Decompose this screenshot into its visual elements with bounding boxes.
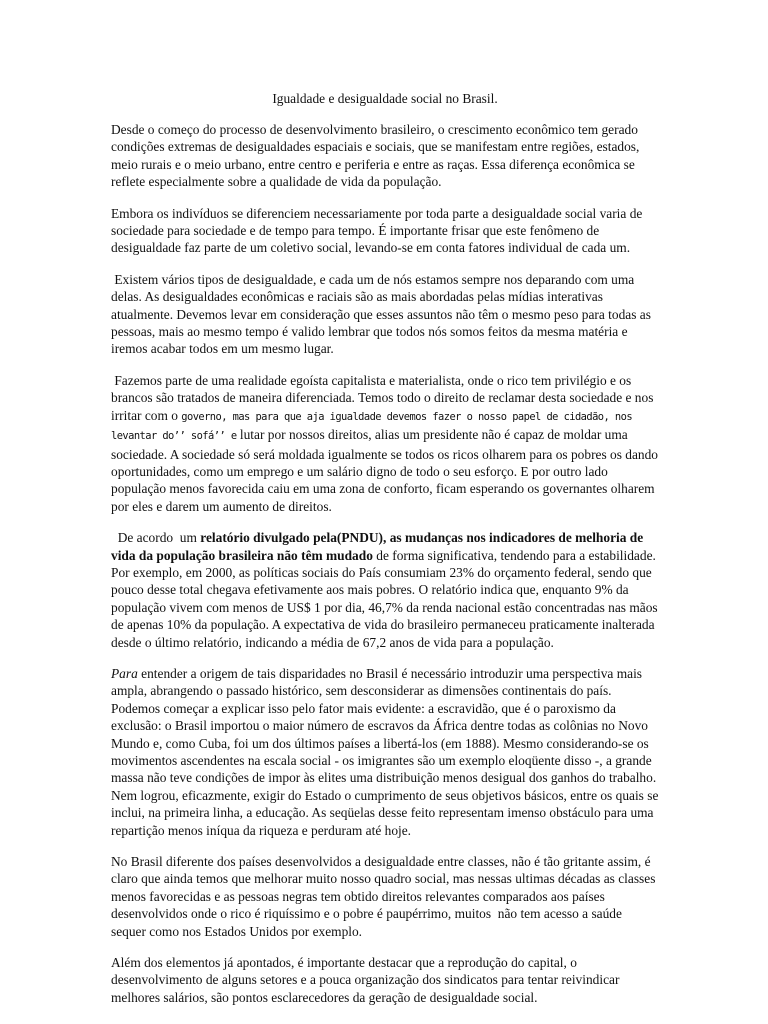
paragraph-4-monospace-run: governo, mas para que aja igualdade devemos fazer o nosso papel de cidadão, nos levantar do’’ sofá’’ e	[111, 410, 638, 443]
paragraph-5-text-end: de forma significativa, tendendo para a estabilidade. Por exemplo, em 2000, as políticas sociais do País consumiam 23% do orçamento federal, sendo que pouco desse total chegava efetivamente aos mais pobres. O relatório indica que, enquanto 9% da população vivem com menos de US$ 1 por dia, 46,7% da renda nacional estão concentradas nas mãos de apenas 10% da população. A expectativa de vida do brasileiro permaneceu praticamente inalterada desde o último relatório, indicando a média de 67,2 anos de vida para a população.	[111, 547, 661, 650]
paragraph-5-bold-run: relatório divulgado pela(PNDU), as mudanças nos indicadores de melhoria de vida da população brasileira não têm mudado	[111, 530, 647, 563]
paragraph-7: No Brasil diferente dos países desenvolvidos a desigualdade entre classes, não é tão gritante assim, é claro que ainda temos que melhorar muito nosso quadro social, mas nessas ultimas décadas as classes menos favorecidas e as pessoas negras tem obtido direitos relevantes comparados aos países desenvolvidos onde o rico é riquíssimo e o pobre é paupérrimo, muitos não tem acesso a saúde sequer como nos Estados Unidos por exemplo.	[111, 854, 659, 939]
paragraph-3-text: Existem vários tipos de desigualdade, e cada um de nós estamos sempre nos deparando com uma delas. As desigualdades econômicas e raciais são as mais abordadas pelas mídias interativas atualmente. Devemos levar em consideração que esses assuntos não têm o mesmo peso para todas as pessoas, mais ao mesmo tempo é valido lembrar que todos nós somos feitos da mesma matéria e iremos acabar todos em um mesmo lugar.	[111, 271, 655, 357]
paragraph-6	[111, 665, 659, 839]
paragraph-5	[111, 529, 659, 651]
paragraph-4-text-start: Fazemos parte de uma realidade egoísta capitalista e materialista, onde o rico tem privilégio e os brancos são tratados de maneira diferenciada. Temos todo o direito de reclamar desta sociedade e nos irritar com o	[111, 372, 657, 423]
paragraph-4	[111, 372, 662, 515]
paragraph-4-text-end: lutar por nossos direitos, alias um presidente não é capaz de moldar uma sociedade. A sociedade só será moldada igualmente se todos os ricos olharem para os pobres os dando oportunidades, como um emprego e um salário digno de todo o seu esforço. E por outro lado população menos favorecida caiu em uma zona de conforto, ficam esperando os governantes olharem por eles e darem um aumento de direitos.	[111, 427, 662, 514]
paragraph-2: Embora os indivíduos se diferenciem necessariamente por toda parte a desigualdade social varia de sociedade para sociedade e de tempo para tempo. É importante frisar que este fenômeno de desigualdade faz parte de um coletivo social, levando-se em conta fatores individual de cada um.	[111, 205, 643, 256]
paragraph-3	[111, 271, 659, 358]
paragraph-1: Desde o começo do processo de desenvolvimento brasileiro, o crescimento econômico tem gerado condições extremas de desigualdades espaciais e sociais, que se manifestam entre regiões, estados, meio rurais e o meio urbano, entre centro e periferia e entre as raças. Essa diferença econômica se reflete especialmente sobre a qualidade de vida da população.	[111, 122, 640, 190]
document-page	[111, 90, 662, 1020]
paragraph-6-italic-run: Para	[111, 665, 138, 681]
paragraph-8: Além dos elementos já apontados, é importante destacar que a reprodução do capital, o desenvolvimento de alguns setores e a pouca organização dos sindicatos para tentar reivindicar melhores salários, são pontos esclarecedores da geração de desigualdade social.	[111, 955, 620, 1005]
paragraph-6-text: entender a origem de tais disparidades no Brasil é necessário introduzir uma perspectiva mais ampla, abrangendo o passado histórico, sem desconsiderar as dimensões continentais do país. Podemos começar a explicar isso pelo fator mais evidente: a escravidão, que é o paroxismo da exclusão: o Brasil importou o maior número de escravos da África dentre todas as colônias no Novo Mundo e, como Cuba, foi um dos últimos países a libertá-los (em 1888). Mesmo considerando-se os movimentos ascendentes na escala social - os imigrantes são um exemplo eloqüente disso -, a grande massa não teve condições de impor às elites uma distribuição menos desigual dos ganhos do trabalho. Nem logrou, eficazmente, exigir do Estado o cumprimento de seus objetivos básicos, entre os quais se inclui, na primeira linha, a educação. As seqüelas desse feito representam imenso obstáculo para uma repartição menos iníqua da riqueza e perduram até hoje.	[111, 665, 659, 838]
document-title: Igualdade e desigualdade social no Brasil.	[272, 91, 498, 106]
paragraph-5-text-start: De acordo um	[111, 530, 201, 546]
